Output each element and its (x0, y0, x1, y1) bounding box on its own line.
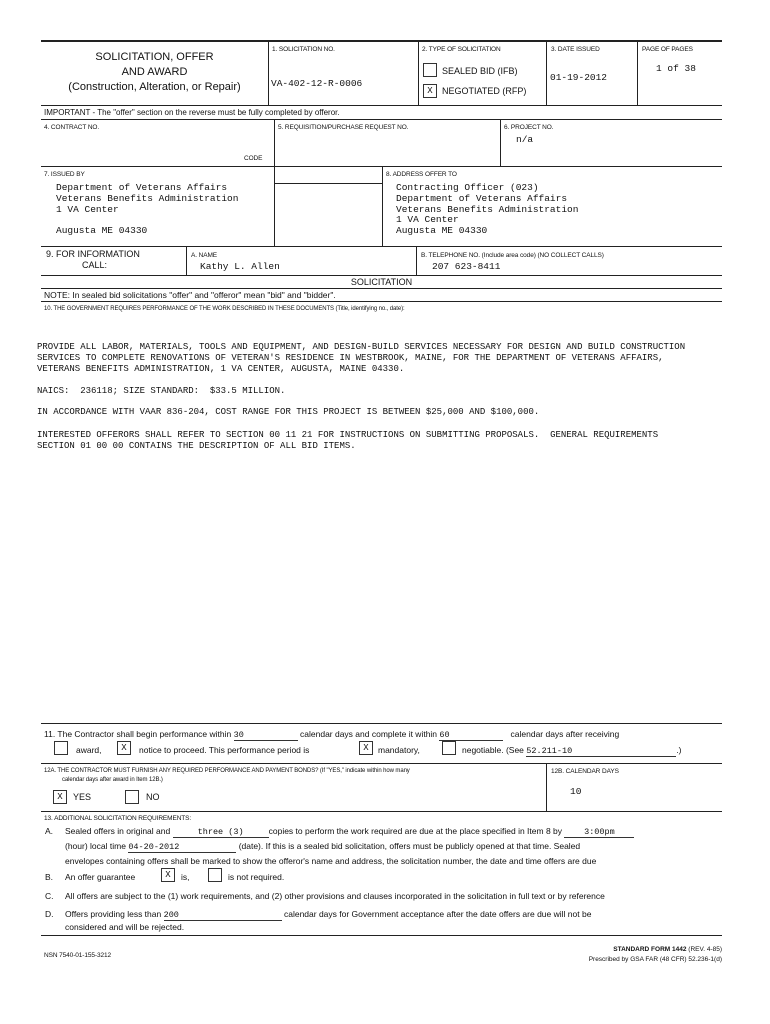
project-no-label: 6. PROJECT NO. (504, 124, 554, 131)
contact-name-value[interactable]: Kathy L. Allen (200, 261, 280, 272)
item11-text-c: calendar days after receiving (510, 729, 620, 739)
sealed-bid-note: NOTE: In sealed bid solicitations "offer" and "offeror" mean "bid" and "bidder". (44, 290, 336, 300)
issued-by-line: Department of Veterans Affairs (56, 182, 228, 193)
bonds-label: 12A. THE CONTRACTOR MUST FURNISH ANY REQUIRED PERFORMANCE AND PAYMENT BONDS? (If "YES," indicate within how many (44, 768, 410, 774)
date-issued-value[interactable]: 01-19-2012 (550, 72, 608, 83)
requisition-no-label: 5. REQUISITION/PURCHASE REQUEST NO. (278, 124, 409, 131)
item13d-text2: calendar days for Government acceptance after the date offers are due will not be (283, 909, 592, 919)
telephone-value[interactable]: 207 623-8411 (432, 261, 501, 272)
address-offer-label: 8. ADDRESS OFFER TO (386, 171, 457, 178)
item13a-text3: (hour) local time (65, 841, 126, 851)
bonds-no-label: NO (146, 792, 160, 802)
negotiable-label: negotiable. (See (462, 745, 524, 755)
item13d-text1: Offers providing less than (65, 909, 162, 919)
item13b-letter: B. (45, 872, 54, 882)
mandatory-checkbox[interactable]: X (359, 741, 373, 755)
item11-text-b: calendar days and complete it within (300, 729, 438, 739)
begin-days-field[interactable]: 30 (234, 730, 298, 741)
address-offer-line: Veterans Benefits Administration (396, 203, 579, 215)
item13a-line1 (65, 826, 634, 838)
work-description-paragraph: PROVIDE ALL LABOR, MATERIALS, TOOLS AND EQUIPMENT, AND DESIGN-BUILD SERVICES NECESSARY FOR DESIGN AND BUILD CONSTRUCTION SERVICES TO COMPLETE RENOVATIONS OF VETERAN'S RESIDENCE IN WESTBROOK, MAINE, FOR THE DEPARTMENT OF VETERANS AFFAIRS, VETERANS BENEFITS ADMINISTRATION, 1 VA CENTER, AUGUSTA, MAINE 04330. (37, 342, 686, 374)
additional-requirements-label: 13. ADDITIONAL SOLICITATION REQUIREMENTS: (44, 815, 192, 822)
bonds-no-checkbox[interactable] (125, 790, 139, 804)
page-of-pages-value: 1 of 38 (656, 63, 696, 74)
form-revision: (REV. 4-85) (688, 946, 722, 953)
date-issued-label: 3. DATE ISSUED (551, 46, 600, 53)
address-offer-line: 1 VA Center (396, 214, 459, 226)
award-checkbox[interactable] (54, 741, 68, 755)
solicitation-no-label: 1. SOLICITATION NO. (272, 46, 335, 53)
mandatory-label: mandatory, (378, 745, 420, 755)
guarantee-is-not-label: is not required. (228, 872, 285, 882)
name-label: A. NAME (191, 252, 218, 259)
address-offer-line: Augusta ME 04330 (396, 225, 488, 237)
due-date-field[interactable]: 04-20-2012 (128, 842, 236, 853)
solicitation-heading: SOLICITATION (350, 277, 413, 287)
code-label: CODE (244, 155, 263, 162)
due-time-field[interactable]: 3:00pm (564, 827, 634, 838)
bonds-yes-label: YES (73, 792, 92, 802)
issued-by-label: 7. ISSUED BY (44, 171, 85, 178)
page-of-pages-label: PAGE OF PAGES (642, 46, 693, 53)
negotiable-checkbox[interactable] (442, 741, 456, 755)
form-title (41, 50, 268, 95)
issued-by-line: 1 VA Center (56, 203, 119, 215)
instructions-paragraph: INTERESTED OFFERORS SHALL REFER TO SECTION 00 11 21 FOR INSTRUCTIONS ON SUBMITTING PROPOSALS. GENERAL REQUIREMENTS SECTION 01 00 00 CONTAINS THE DESCRIPTION OF ALL BID ITEMS. (37, 430, 659, 451)
close-paren: .) (676, 745, 682, 755)
bonds-label-line2: calendar days after award in Item 12B.) (62, 777, 163, 783)
standard-form-label: STANDARD FORM 1442 (613, 946, 687, 953)
notice-to-proceed-checkbox[interactable]: X (117, 741, 131, 755)
item11-line1 (44, 729, 619, 741)
offer-guarantee-label: An offer guarantee (65, 872, 136, 882)
bonds-yes-checkbox[interactable]: X (53, 790, 67, 804)
guarantee-is-label: is, (181, 872, 190, 882)
see-clause-field[interactable]: 52.211-10 (526, 746, 676, 757)
notice-to-proceed-label: notice to proceed. This performance period is (139, 745, 310, 755)
calendar-days-value[interactable]: 10 (570, 786, 582, 797)
issued-by-line: Augusta ME 04330 (56, 225, 148, 237)
important-note: IMPORTANT - The "offer" section on the reverse must be fully completed by offeror. (44, 108, 340, 117)
issued-by-address (56, 183, 238, 237)
prescribed-by: Prescribed by GSA FAR (48 CFR) 52.236-1(d) (588, 956, 722, 963)
copies-field[interactable]: three (3) (173, 827, 269, 838)
negotiated-label: NEGOTIATED (RFP) (442, 86, 527, 96)
telephone-label: B. TELEPHONE NO. (Include area code) (NO COLLECT CALLS) (421, 252, 604, 259)
calendar-days-label: 12B. CALENDAR DAYS (551, 768, 619, 775)
acceptance-days-field[interactable]: 200 (164, 910, 282, 921)
form-title-line1: SOLICITATION, OFFER (95, 51, 214, 63)
solicitation-type-label: 2. TYPE OF SOLICITATION (422, 46, 501, 53)
naics-paragraph: NAICS: 236118; SIZE STANDARD: $33.5 MILLION. (37, 386, 286, 396)
solicitation-no-value[interactable]: VA-402-12-R-0006 (271, 78, 363, 89)
address-offer-line: Department of Veterans Affairs (396, 192, 568, 204)
item13a-text2: copies to perform the work required are due at the place specified in Item 8 by (268, 826, 563, 836)
item13a-text1: Sealed offers in original and (65, 826, 171, 836)
item13d-text3: considered and will be rejected. (65, 922, 185, 932)
form-title-line2: AND AWARD (121, 66, 188, 78)
guarantee-is-checkbox[interactable]: X (161, 868, 175, 882)
address-offer-address (396, 183, 578, 237)
for-information-label: 9. FOR INFORMATION (46, 249, 140, 259)
negotiated-checkbox[interactable]: X (423, 84, 437, 98)
item13a-text4: (date). If this is a sealed bid solicitation, offers must be publicly opened at that time. Sealed (238, 841, 581, 851)
see-reference (462, 745, 682, 757)
form-id (480, 946, 722, 953)
sealed-bid-checkbox[interactable] (423, 63, 437, 77)
item13a-letter: A. (45, 826, 54, 836)
cost-range-paragraph: IN ACCORDANCE WITH VAAR 836-204, COST RANGE FOR THIS PROJECT IS BETWEEN $25,000 AND $100,000. (37, 407, 540, 417)
form-title-line3: (Construction, Alteration, or Repair) (68, 81, 241, 93)
call-label: CALL: (82, 260, 108, 270)
item13d-letter: D. (45, 909, 54, 919)
award-label: award, (76, 745, 102, 755)
issued-by-line: Veterans Benefits Administration (56, 192, 239, 204)
nsn-number: NSN 7540-01-155-3212 (44, 952, 112, 959)
item11-text-a: 11. The Contractor shall begin performance within (44, 729, 232, 739)
sealed-bid-label: SEALED BID (IFB) (442, 66, 518, 76)
complete-days-field[interactable]: 60 (439, 730, 503, 741)
item13a-text5: envelopes containing offers shall be marked to show the offeror's name and address, the solicitation number, the date and time offers are due (65, 856, 597, 866)
address-offer-line: Contracting Officer (023) (396, 182, 539, 193)
item13c-text: All offers are subject to the (1) work requirements, and (2) other provisions and clauses incorporated in the solicitation in full text or by reference (65, 891, 605, 901)
item13c-letter: C. (45, 891, 54, 901)
item13d-line1 (65, 909, 591, 921)
item13a-line2 (65, 841, 580, 853)
project-no-value[interactable]: n/a (516, 134, 534, 145)
contract-no-label: 4. CONTRACT NO. (44, 124, 100, 131)
work-description-label: 10. THE GOVERNMENT REQUIRES PERFORMANCE OF THE WORK DESCRIBED IN THESE DOCUMENTS (Title, identifying no., date): (44, 306, 405, 312)
guarantee-is-not-checkbox[interactable] (208, 868, 222, 882)
